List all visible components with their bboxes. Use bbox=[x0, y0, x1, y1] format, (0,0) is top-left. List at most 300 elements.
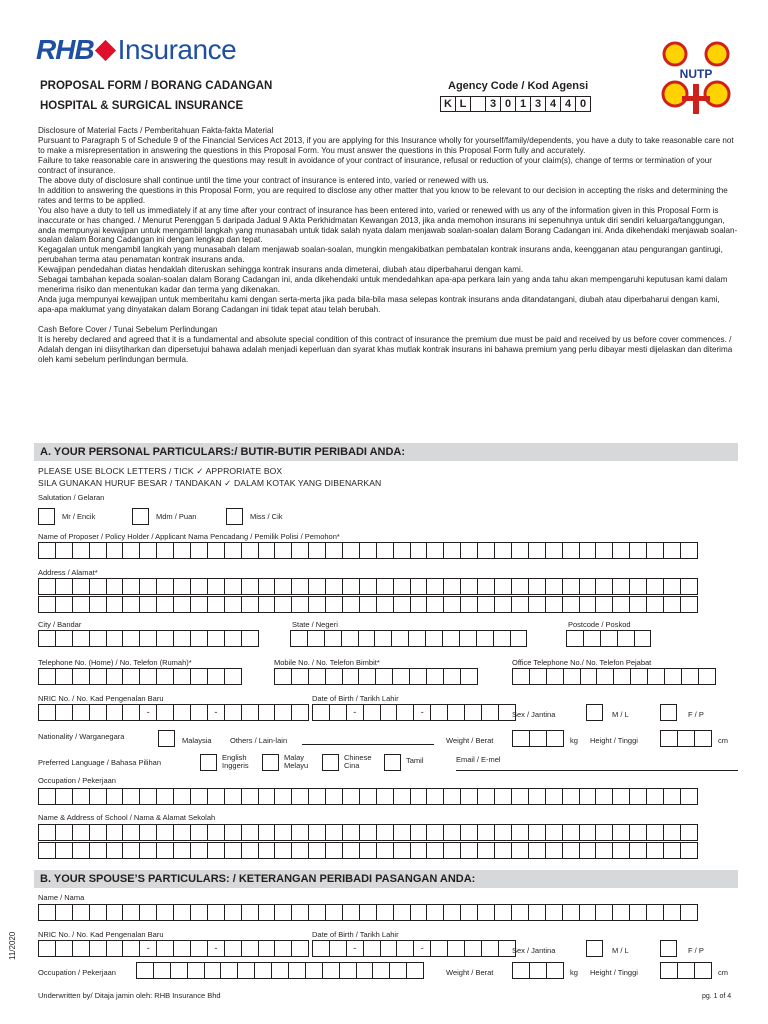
sex-male-checkbox[interactable] bbox=[586, 704, 603, 721]
miss-checkbox[interactable] bbox=[226, 508, 243, 525]
char-box[interactable] bbox=[325, 596, 343, 613]
language-chinese-checkbox[interactable] bbox=[322, 754, 339, 771]
char-box[interactable] bbox=[106, 824, 124, 841]
char-box[interactable] bbox=[136, 962, 154, 979]
char-box[interactable] bbox=[376, 824, 394, 841]
char-box[interactable] bbox=[55, 824, 73, 841]
char-box[interactable] bbox=[122, 630, 140, 647]
char-box[interactable] bbox=[106, 704, 124, 721]
char-box[interactable] bbox=[646, 596, 664, 613]
spouse-height-field[interactable] bbox=[660, 962, 711, 979]
nric-field[interactable] bbox=[38, 704, 308, 721]
char-box[interactable] bbox=[106, 596, 124, 613]
char-box[interactable] bbox=[139, 630, 157, 647]
char-box[interactable] bbox=[612, 788, 630, 805]
char-box[interactable] bbox=[274, 788, 292, 805]
char-box[interactable] bbox=[224, 668, 242, 685]
mdm-checkbox[interactable] bbox=[132, 508, 149, 525]
char-box[interactable] bbox=[512, 668, 530, 685]
char-box[interactable] bbox=[173, 940, 191, 957]
char-box[interactable] bbox=[190, 596, 208, 613]
char-box[interactable] bbox=[38, 630, 56, 647]
char-box[interactable] bbox=[629, 824, 647, 841]
char-box[interactable] bbox=[562, 824, 580, 841]
char-box[interactable] bbox=[494, 904, 512, 921]
char-box[interactable] bbox=[545, 824, 563, 841]
char-box[interactable] bbox=[207, 788, 225, 805]
char-box[interactable] bbox=[38, 940, 56, 957]
char-box[interactable] bbox=[595, 542, 613, 559]
char-box[interactable] bbox=[583, 630, 601, 647]
char-box[interactable] bbox=[106, 542, 124, 559]
char-box[interactable] bbox=[72, 578, 90, 595]
spouse-nric-field[interactable] bbox=[38, 940, 308, 957]
address-field-line1[interactable] bbox=[38, 578, 697, 595]
char-box[interactable] bbox=[139, 668, 157, 685]
occupation-field[interactable] bbox=[38, 788, 697, 805]
char-box[interactable] bbox=[595, 824, 613, 841]
char-box[interactable] bbox=[173, 704, 191, 721]
char-box[interactable] bbox=[89, 824, 107, 841]
char-box[interactable] bbox=[528, 596, 546, 613]
char-box[interactable] bbox=[173, 578, 191, 595]
char-box[interactable] bbox=[442, 630, 460, 647]
char-box[interactable] bbox=[562, 788, 580, 805]
char-box[interactable] bbox=[139, 596, 157, 613]
char-box[interactable] bbox=[173, 788, 191, 805]
char-box[interactable] bbox=[595, 596, 613, 613]
char-box[interactable] bbox=[546, 668, 564, 685]
char-box[interactable] bbox=[224, 578, 242, 595]
char-box[interactable] bbox=[562, 842, 580, 859]
char-box[interactable] bbox=[325, 824, 343, 841]
char-box[interactable] bbox=[55, 668, 73, 685]
char-box[interactable] bbox=[106, 940, 124, 957]
char-box[interactable] bbox=[566, 630, 584, 647]
char-box[interactable] bbox=[290, 630, 308, 647]
char-box[interactable] bbox=[698, 668, 716, 685]
char-box[interactable] bbox=[663, 842, 681, 859]
char-box[interactable] bbox=[241, 824, 259, 841]
char-box[interactable] bbox=[464, 940, 482, 957]
char-box[interactable] bbox=[173, 824, 191, 841]
char-box[interactable] bbox=[325, 788, 343, 805]
char-box[interactable] bbox=[308, 596, 326, 613]
char-box[interactable] bbox=[528, 904, 546, 921]
state-field[interactable] bbox=[290, 630, 526, 647]
char-box[interactable] bbox=[406, 962, 424, 979]
school-field-line2[interactable] bbox=[38, 842, 697, 859]
char-box[interactable] bbox=[89, 668, 107, 685]
char-box[interactable] bbox=[173, 904, 191, 921]
char-box[interactable] bbox=[646, 824, 664, 841]
char-box[interactable] bbox=[173, 542, 191, 559]
home-phone-field[interactable] bbox=[38, 668, 241, 685]
char-box[interactable] bbox=[512, 730, 530, 747]
char-box[interactable] bbox=[481, 704, 499, 721]
char-box[interactable] bbox=[410, 542, 428, 559]
char-box[interactable] bbox=[156, 940, 174, 957]
char-box[interactable] bbox=[409, 668, 427, 685]
char-box[interactable] bbox=[529, 962, 547, 979]
char-box[interactable] bbox=[156, 824, 174, 841]
char-box[interactable] bbox=[376, 904, 394, 921]
char-box[interactable] bbox=[139, 542, 157, 559]
char-box[interactable] bbox=[612, 824, 630, 841]
char-box[interactable] bbox=[393, 842, 411, 859]
char-box[interactable] bbox=[579, 578, 597, 595]
char-box[interactable] bbox=[258, 788, 276, 805]
spouse-name-field[interactable] bbox=[38, 904, 697, 921]
spouse-dob-field[interactable] bbox=[312, 940, 515, 957]
char-box[interactable] bbox=[156, 630, 174, 647]
char-box[interactable] bbox=[511, 788, 529, 805]
char-box[interactable] bbox=[106, 788, 124, 805]
char-box[interactable] bbox=[612, 542, 630, 559]
dob-field[interactable] bbox=[312, 704, 515, 721]
char-box[interactable] bbox=[493, 630, 511, 647]
char-box[interactable] bbox=[122, 904, 140, 921]
char-box[interactable] bbox=[595, 904, 613, 921]
char-box[interactable] bbox=[224, 596, 242, 613]
char-box[interactable] bbox=[241, 596, 259, 613]
char-box[interactable] bbox=[663, 578, 681, 595]
char-box[interactable] bbox=[342, 596, 360, 613]
char-box[interactable] bbox=[663, 788, 681, 805]
char-box[interactable] bbox=[376, 788, 394, 805]
char-box[interactable] bbox=[258, 578, 276, 595]
char-box[interactable] bbox=[89, 596, 107, 613]
language-english-checkbox[interactable] bbox=[200, 754, 217, 771]
char-box[interactable] bbox=[477, 904, 495, 921]
char-box[interactable] bbox=[291, 596, 309, 613]
char-box[interactable] bbox=[477, 842, 495, 859]
char-box[interactable] bbox=[389, 962, 407, 979]
char-box[interactable] bbox=[38, 788, 56, 805]
char-box[interactable] bbox=[612, 842, 630, 859]
school-field-line1[interactable] bbox=[38, 824, 697, 841]
char-box[interactable] bbox=[342, 824, 360, 841]
char-box[interactable] bbox=[72, 596, 90, 613]
char-box[interactable] bbox=[224, 788, 242, 805]
char-box[interactable] bbox=[356, 962, 374, 979]
char-box[interactable] bbox=[363, 704, 381, 721]
char-box[interactable] bbox=[258, 842, 276, 859]
char-box[interactable] bbox=[312, 940, 330, 957]
char-box[interactable] bbox=[363, 940, 381, 957]
char-box[interactable] bbox=[376, 596, 394, 613]
proposer-name-field[interactable] bbox=[38, 542, 697, 559]
char-box[interactable] bbox=[562, 904, 580, 921]
char-box[interactable] bbox=[359, 904, 377, 921]
char-box[interactable] bbox=[511, 904, 529, 921]
char-box[interactable] bbox=[342, 788, 360, 805]
char-box[interactable] bbox=[342, 542, 360, 559]
char-box[interactable] bbox=[241, 542, 259, 559]
char-box[interactable] bbox=[359, 542, 377, 559]
char-box[interactable] bbox=[156, 668, 174, 685]
char-box[interactable] bbox=[291, 842, 309, 859]
char-box[interactable] bbox=[647, 668, 665, 685]
char-box[interactable] bbox=[494, 596, 512, 613]
char-box[interactable] bbox=[38, 842, 56, 859]
char-box[interactable] bbox=[308, 668, 326, 685]
char-box[interactable] bbox=[106, 842, 124, 859]
char-box[interactable] bbox=[156, 542, 174, 559]
char-box[interactable] bbox=[204, 962, 222, 979]
char-box[interactable] bbox=[324, 630, 342, 647]
char-box[interactable] bbox=[545, 542, 563, 559]
char-box[interactable] bbox=[187, 962, 205, 979]
char-box[interactable] bbox=[106, 668, 124, 685]
char-box[interactable] bbox=[89, 578, 107, 595]
email-line[interactable] bbox=[456, 770, 738, 771]
char-box[interactable] bbox=[545, 578, 563, 595]
char-box[interactable] bbox=[291, 940, 309, 957]
char-box[interactable] bbox=[288, 962, 306, 979]
char-box[interactable] bbox=[545, 788, 563, 805]
char-box[interactable] bbox=[258, 704, 276, 721]
char-box[interactable] bbox=[308, 578, 326, 595]
char-box[interactable] bbox=[426, 596, 444, 613]
char-box[interactable] bbox=[680, 578, 698, 595]
char-box[interactable] bbox=[393, 824, 411, 841]
char-box[interactable] bbox=[410, 788, 428, 805]
language-malay-checkbox[interactable] bbox=[262, 754, 279, 771]
char-box[interactable] bbox=[443, 596, 461, 613]
char-box[interactable] bbox=[410, 578, 428, 595]
char-box[interactable] bbox=[55, 704, 73, 721]
char-box[interactable] bbox=[156, 904, 174, 921]
char-box[interactable] bbox=[89, 630, 107, 647]
language-tamil-checkbox[interactable] bbox=[384, 754, 401, 771]
char-box[interactable] bbox=[89, 940, 107, 957]
char-box[interactable] bbox=[342, 668, 360, 685]
char-box[interactable] bbox=[408, 630, 426, 647]
char-box[interactable] bbox=[477, 824, 495, 841]
char-box[interactable] bbox=[139, 824, 157, 841]
char-box[interactable] bbox=[122, 578, 140, 595]
char-box[interactable] bbox=[139, 842, 157, 859]
char-box[interactable] bbox=[342, 842, 360, 859]
char-box[interactable] bbox=[89, 842, 107, 859]
spouse-occupation-field[interactable] bbox=[136, 962, 423, 979]
char-box[interactable] bbox=[595, 788, 613, 805]
char-box[interactable] bbox=[207, 668, 225, 685]
char-box[interactable] bbox=[156, 788, 174, 805]
weight-field[interactable] bbox=[512, 730, 563, 747]
char-box[interactable] bbox=[322, 962, 340, 979]
char-box[interactable] bbox=[224, 704, 242, 721]
char-box[interactable] bbox=[254, 962, 272, 979]
char-box[interactable] bbox=[122, 788, 140, 805]
char-box[interactable] bbox=[629, 578, 647, 595]
char-box[interactable] bbox=[410, 842, 428, 859]
char-box[interactable] bbox=[529, 730, 547, 747]
char-box[interactable] bbox=[190, 824, 208, 841]
char-box[interactable] bbox=[600, 630, 618, 647]
char-box[interactable] bbox=[308, 788, 326, 805]
char-box[interactable] bbox=[562, 542, 580, 559]
char-box[interactable] bbox=[139, 578, 157, 595]
char-box[interactable] bbox=[220, 962, 238, 979]
char-box[interactable] bbox=[460, 668, 478, 685]
char-box[interactable] bbox=[325, 668, 343, 685]
char-box[interactable] bbox=[173, 842, 191, 859]
char-box[interactable] bbox=[72, 842, 90, 859]
char-box[interactable] bbox=[258, 940, 276, 957]
char-box[interactable] bbox=[190, 542, 208, 559]
char-box[interactable] bbox=[325, 904, 343, 921]
char-box[interactable] bbox=[546, 730, 564, 747]
char-box[interactable] bbox=[580, 668, 598, 685]
char-box[interactable] bbox=[190, 630, 208, 647]
char-box[interactable] bbox=[329, 704, 347, 721]
char-box[interactable] bbox=[359, 788, 377, 805]
char-box[interactable] bbox=[425, 630, 443, 647]
char-box[interactable] bbox=[511, 596, 529, 613]
char-box[interactable] bbox=[341, 630, 359, 647]
char-box[interactable] bbox=[646, 842, 664, 859]
char-box[interactable] bbox=[38, 904, 56, 921]
char-box[interactable] bbox=[528, 788, 546, 805]
char-box[interactable] bbox=[207, 824, 225, 841]
char-box[interactable] bbox=[410, 904, 428, 921]
char-box[interactable] bbox=[342, 904, 360, 921]
char-box[interactable] bbox=[680, 542, 698, 559]
char-box[interactable] bbox=[38, 596, 56, 613]
spouse-sex-female-checkbox[interactable] bbox=[660, 940, 677, 957]
char-box[interactable] bbox=[511, 542, 529, 559]
char-box[interactable] bbox=[392, 668, 410, 685]
char-box[interactable] bbox=[579, 842, 597, 859]
char-box[interactable] bbox=[274, 668, 292, 685]
char-box[interactable] bbox=[612, 578, 630, 595]
char-box[interactable] bbox=[376, 842, 394, 859]
char-box[interactable] bbox=[646, 788, 664, 805]
char-box[interactable] bbox=[89, 704, 107, 721]
char-box[interactable] bbox=[579, 596, 597, 613]
char-box[interactable] bbox=[443, 824, 461, 841]
char-box[interactable] bbox=[274, 824, 292, 841]
char-box[interactable] bbox=[207, 596, 225, 613]
char-box[interactable] bbox=[38, 578, 56, 595]
char-box[interactable] bbox=[106, 630, 124, 647]
char-box[interactable] bbox=[241, 940, 259, 957]
char-box[interactable] bbox=[224, 824, 242, 841]
char-box[interactable] bbox=[359, 578, 377, 595]
char-box[interactable] bbox=[342, 578, 360, 595]
char-box[interactable] bbox=[122, 668, 140, 685]
char-box[interactable] bbox=[646, 542, 664, 559]
char-box[interactable] bbox=[477, 788, 495, 805]
char-box[interactable] bbox=[579, 824, 597, 841]
char-box[interactable] bbox=[72, 630, 90, 647]
char-box[interactable] bbox=[170, 962, 188, 979]
char-box[interactable] bbox=[613, 668, 631, 685]
char-box[interactable] bbox=[72, 940, 90, 957]
char-box[interactable] bbox=[630, 668, 648, 685]
char-box[interactable] bbox=[664, 668, 682, 685]
char-box[interactable] bbox=[694, 962, 712, 979]
char-box[interactable] bbox=[443, 842, 461, 859]
char-box[interactable] bbox=[393, 596, 411, 613]
char-box[interactable] bbox=[72, 668, 90, 685]
char-box[interactable] bbox=[663, 542, 681, 559]
char-box[interactable] bbox=[447, 704, 465, 721]
char-box[interactable] bbox=[629, 842, 647, 859]
char-box[interactable] bbox=[339, 962, 357, 979]
char-box[interactable] bbox=[156, 578, 174, 595]
char-box[interactable] bbox=[72, 788, 90, 805]
char-box[interactable] bbox=[55, 788, 73, 805]
char-box[interactable] bbox=[291, 668, 309, 685]
char-box[interactable] bbox=[380, 940, 398, 957]
char-box[interactable] bbox=[443, 668, 461, 685]
char-box[interactable] bbox=[663, 824, 681, 841]
char-box[interactable] bbox=[460, 542, 478, 559]
char-box[interactable] bbox=[224, 842, 242, 859]
city-field[interactable] bbox=[38, 630, 258, 647]
char-box[interactable] bbox=[529, 668, 547, 685]
char-box[interactable] bbox=[291, 704, 309, 721]
char-box[interactable] bbox=[528, 578, 546, 595]
char-box[interactable] bbox=[477, 596, 495, 613]
char-box[interactable] bbox=[396, 940, 414, 957]
char-box[interactable] bbox=[629, 596, 647, 613]
char-box[interactable] bbox=[274, 578, 292, 595]
char-box[interactable] bbox=[460, 824, 478, 841]
char-box[interactable] bbox=[426, 542, 444, 559]
char-box[interactable] bbox=[106, 578, 124, 595]
char-box[interactable] bbox=[190, 842, 208, 859]
char-box[interactable] bbox=[476, 630, 494, 647]
char-box[interactable] bbox=[89, 542, 107, 559]
char-box[interactable] bbox=[359, 842, 377, 859]
char-box[interactable] bbox=[447, 940, 465, 957]
char-box[interactable] bbox=[477, 542, 495, 559]
char-box[interactable] bbox=[612, 596, 630, 613]
char-box[interactable] bbox=[660, 962, 678, 979]
char-box[interactable] bbox=[190, 788, 208, 805]
char-box[interactable] bbox=[629, 788, 647, 805]
char-box[interactable] bbox=[241, 904, 259, 921]
char-box[interactable] bbox=[258, 542, 276, 559]
sex-female-checkbox[interactable] bbox=[660, 704, 677, 721]
char-box[interactable] bbox=[528, 842, 546, 859]
char-box[interactable] bbox=[391, 630, 409, 647]
char-box[interactable] bbox=[241, 704, 259, 721]
char-box[interactable] bbox=[224, 630, 242, 647]
char-box[interactable] bbox=[291, 904, 309, 921]
char-box[interactable] bbox=[224, 940, 242, 957]
char-box[interactable] bbox=[173, 630, 191, 647]
char-box[interactable] bbox=[89, 788, 107, 805]
char-box[interactable] bbox=[443, 542, 461, 559]
char-box[interactable] bbox=[241, 578, 259, 595]
nationality-others-line[interactable] bbox=[302, 744, 434, 745]
char-box[interactable] bbox=[359, 824, 377, 841]
char-box[interactable] bbox=[358, 668, 376, 685]
char-box[interactable] bbox=[122, 542, 140, 559]
char-box[interactable] bbox=[629, 542, 647, 559]
char-box[interactable] bbox=[308, 542, 326, 559]
height-field[interactable] bbox=[660, 730, 711, 747]
char-box[interactable] bbox=[443, 788, 461, 805]
postcode-field[interactable] bbox=[566, 630, 650, 647]
char-box[interactable] bbox=[237, 962, 255, 979]
char-box[interactable] bbox=[426, 904, 444, 921]
